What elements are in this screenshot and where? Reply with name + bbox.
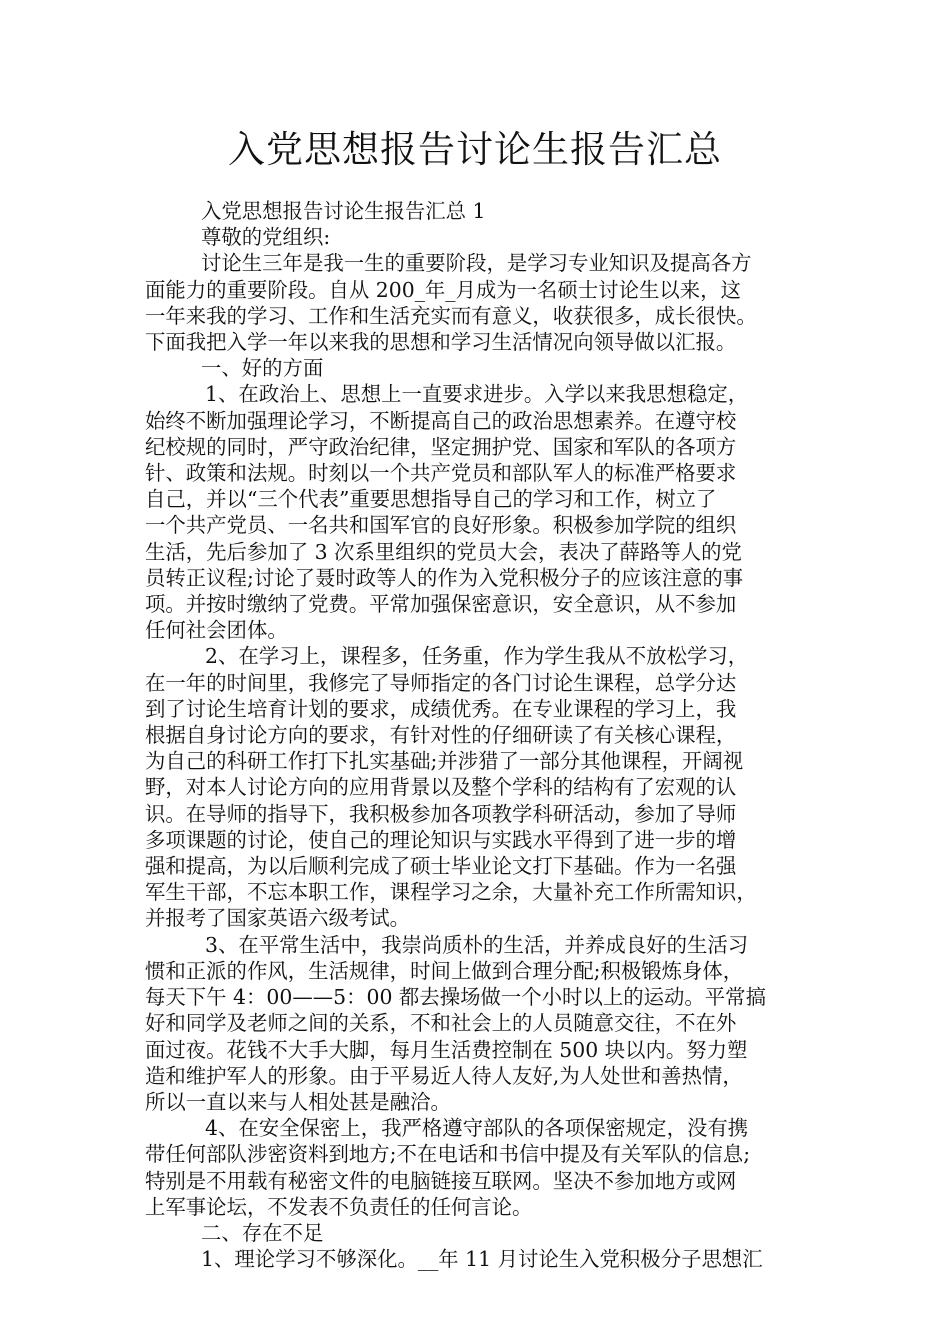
- body-line: 多项课题的讨论，使自己的理论知识与实践水平得到了进一步的增: [145, 827, 737, 852]
- body-line: 并报考了国家英语六级考试。: [145, 906, 411, 931]
- body-line: 入党思想报告讨论生报告汇总 1: [201, 199, 486, 223]
- body-line: 下面我把入学一年以来我的思想和学习生活情况向领导做以汇报。: [145, 330, 737, 355]
- body-line: 1、理论学习不够深化。__年 11 月讨论生入党积极分子思想汇: [201, 1247, 763, 1272]
- body-line: 项。并按时缴纳了党费。平常加强保密意识，安全意识，从不参加: [145, 592, 737, 617]
- body-line: 面能力的重要阶段。自从 200_年_月成为一名硕士讨论生以来，这: [145, 277, 741, 302]
- body-line: 识。在导师的指导下，我积极参加各项教学科研活动，参加了导师: [145, 801, 737, 826]
- body-line: 任何社会团体。: [145, 618, 288, 643]
- body-line: 生活，先后参加了 3 次系里组织的党员大会，表决了薛路等人的党: [145, 539, 742, 564]
- body-line: 在一年的时间里，我修完了导师指定的各门讨论生课程，总学分达: [145, 670, 737, 695]
- body-line: 纪校规的同时，严守政治纪律，坚定拥护党、国家和军队的各项方: [145, 434, 737, 459]
- document-body: [145, 198, 810, 1272]
- body-line: 二、存在不足: [201, 1220, 324, 1245]
- body-line: 3、在平常生活中，我崇尚质朴的生活，并养成良好的生活习: [205, 932, 749, 957]
- body-line: 1、在政治上、思想上一直要求进步。入学以来我思想稳定，: [205, 382, 749, 407]
- body-line: 军生干部，不忘本职工作，课程学习之余，大量补充工作所需知识，: [145, 880, 757, 905]
- body-line: 一、好的方面: [201, 356, 324, 381]
- body-line: 为自己的科研工作打下扎实基础;并涉猎了一部分其他课程，开阔视: [145, 749, 744, 774]
- body-line: 一年来我的学习、工作和生活充实而有意义，收获很多，成长很快。: [145, 303, 757, 328]
- body-line: 4、在安全保密上，我严格遵守部队的各项保密规定，没有携: [205, 1116, 749, 1141]
- body-line: 针、政策和法规。时刻以一个共产党员和部队军人的标准严格要求: [145, 461, 737, 486]
- body-line: 讨论生三年是我一生的重要阶段，是学习专业知识及提高各方: [201, 251, 752, 276]
- body-line: 带任何部队涉密资料到地方;不在电话和书信中提及有关军队的信息;: [145, 1142, 751, 1167]
- body-line: 始终不断加强理论学习，不断提高自己的政治思想素养。在遵守校: [145, 408, 737, 433]
- body-line: 好和同学及老师之间的关系，不和社会上的人员随意交往，不在外: [145, 1011, 737, 1036]
- body-line: 上军事论坛，不发表不负责任的任何言论。: [145, 1194, 533, 1219]
- body-line: 自己，并以“三个代表”重要思想指导自己的学习和工作，树立了: [145, 487, 717, 512]
- body-line: 根据自身讨论方向的要求，有针对性的仔细研读了有关核心课程，: [145, 723, 737, 748]
- body-line: 尊敬的党组织:: [201, 225, 331, 250]
- body-line: 2、在学习上，课程多，任务重，作为学生我从不放松学习，: [205, 644, 749, 669]
- body-line: 野，对本人讨论方向的应用背景以及整个学科的结构有了宏观的认: [145, 775, 737, 800]
- body-line: 惯和正派的作风，生活规律，时间上做到合理分配;积极锻炼身体，: [145, 958, 744, 983]
- body-line: 造和维护军人的形象。由于平易近人待人友好,为人处世和善热情，: [145, 1063, 743, 1088]
- body-line: 一个共产党员、一名共和国军官的良好形象。积极参加学院的组织: [145, 513, 737, 538]
- body-line: 每天下午 4：00——5：00 都去操场做一个小时以上的运动。平常搞: [145, 985, 766, 1010]
- body-line: 到了讨论生培育计划的要求，成绩优秀。在专业课程的学习上，我: [145, 696, 737, 721]
- body-line: 特别是不用载有秘密文件的电脑链接互联网。坚决不参加地方或网: [145, 1168, 737, 1193]
- body-line: 所以一直以来与人相处甚是融洽。: [145, 1089, 451, 1114]
- body-line: 面过夜。花钱不大手大脚，每月生活费控制在 500 块以内。努力塑: [145, 1037, 748, 1062]
- document-title: 入党思想报告讨论生报告汇总: [228, 128, 722, 171]
- body-line: 强和提高，为以后顺利完成了硕士毕业论文打下基础。作为一名强: [145, 854, 737, 879]
- body-line: 员转正议程;讨论了聂时政等人的作为入党积极分子的应该注意的事: [145, 565, 744, 590]
